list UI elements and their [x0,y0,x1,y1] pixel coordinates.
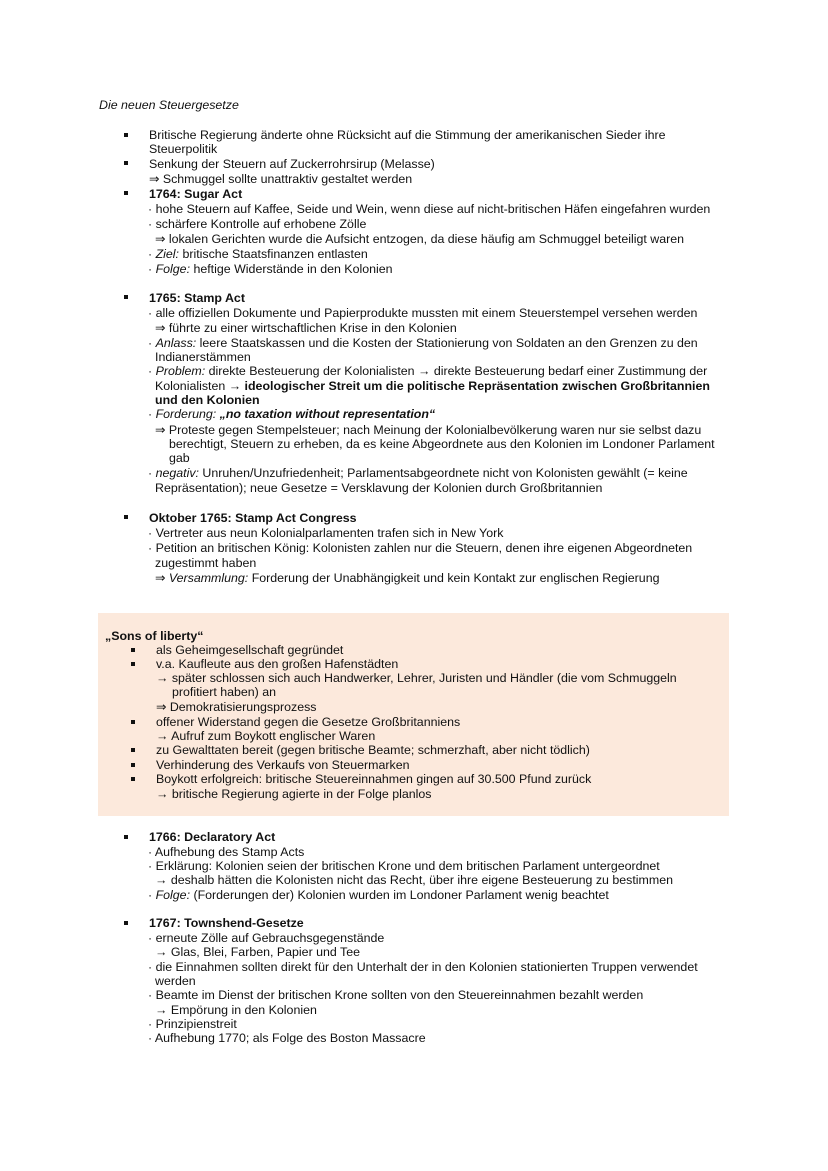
sons-line: Verhinderung des Verkaufs von Steuermarken [156,758,410,772]
bullet [124,133,128,137]
sons-line: → britische Regierung agierte in der Folge planlos [156,787,432,801]
townshend-line: · Prinzipienstreit [148,1017,237,1031]
stamp-line: berechtigt, Steuern zu erheben, da es keine Abgeordnete aus den Kolonien im Londoner Parlament [169,437,715,451]
townshend-line: · Aufhebung 1770; als Folge des Boston Massacre [148,1031,426,1045]
label: Folge: [155,888,191,902]
sons-line: → später schlossen sich auch Handwerker, Lehrer, Juristen und Händler (die vom Schmuggeln [156,671,677,685]
stamp-line [155,379,710,394]
declaratory-line: → deshalb hätten die Kolonisten nicht das Recht, über ihre eigene Besteuerung zu bestimmen [155,873,673,887]
declaratory-line: · Aufhebung des Stamp Acts [148,845,305,859]
congress-line: · Petition an britischen König: Kolonisten zahlen nur die Steuern, denen ihre eigenen Abgeordneten [148,541,693,555]
bullet [124,295,128,299]
label: Anlass: [155,336,197,350]
stamp-line: · alle offiziellen Dokumente und Papierprodukte mussten mit einem Steuerstempel versehen werden [148,306,698,320]
text: Unruhen/Unzufriedenheit; Parlamentsabgeordnete nicht von Kolonisten gewählt (= keine [198,466,688,480]
sugar-line: · schärfere Kontrolle auf erhobene Zölle [148,217,367,231]
label: Ziel: [155,247,179,261]
intro-line: Britische Regierung änderte ohne Rücksicht auf die Stimmung der amerikanischen Sieder ihre [149,128,666,142]
congress-line [155,571,659,586]
arrow: ⇒ [155,571,169,585]
sugar-line: · Folge: heftige Widerstände in den Kolonien [148,262,393,276]
bullet [131,748,135,752]
bold-text: ideologischer Streit um die politische Repräsentation zwischen Großbritannien [244,379,710,393]
sugar-act-heading: 1764: Sugar Act [149,187,243,201]
sugar-line: ⇒ lokalen Gerichten wurde die Aufsicht entzogen, da diese häufig am Schmuggel beteiligt waren [155,232,685,246]
stamp-line: Indianerstämmen [155,350,251,364]
declaratory-heading: 1766: Declaratory Act [149,830,276,844]
townshend-line: → Empörung in den Kolonien [155,1003,317,1017]
text: Forderung der Unabhängigkeit und kein Kontakt zur englischen Regierung [248,571,660,585]
stamp-line: · negativ: Unruhen/Unzufriedenheit; Parlamentsabgeordnete nicht von Kolonisten gewählt (= keine [148,466,688,480]
townshend-line: · Beamte im Dienst der britischen Krone sollten von den Steuereinnahmen bezahlt werden [148,988,644,1002]
sons-line: offener Widerstand gegen die Gesetze Großbritanniens [156,715,461,729]
congress-line: · Vertreter aus neun Kolonialparlamenten trafen sich in New York [148,526,504,540]
stamp-line: und den Kolonien [155,393,260,407]
sons-line: zu Gewalttaten bereit (gegen britische Beamte; schmerzhaft, aber nicht tödlich) [156,743,590,757]
stamp-line: gab [169,451,190,465]
bullet [131,648,135,652]
stamp-line: · Problem: direkte Besteuerung der Kolonialisten → direkte Besteuerung bedarf einer Zustimmung der [148,364,708,378]
bullet [131,662,135,666]
bullet [124,161,128,165]
declaratory-line: · Folge: (Forderungen der) Kolonien wurden im Londoner Parlament wenig beachtet [148,888,609,902]
text: britische Staatsfinanzen entlasten [179,247,368,261]
sons-line: ⇒ Demokratisierungsprozess [156,700,317,714]
text: heftige Widerstände in den Kolonien [190,262,393,276]
intro-line: Senkung der Steuern auf Zuckerrohrsirup (Melasse) [149,157,435,171]
townshend-heading: 1767: Townshend-Gesetze [149,916,304,930]
bullet [124,515,128,519]
bullet [131,763,135,767]
text: leere Staatskassen und die Kosten der Stationierung von Soldaten an den Grenzen zu den [196,336,698,350]
bullet [124,191,128,195]
townshend-line: · die Einnahmen sollten direkt für den Unterhalt der in den Kolonien stationierten Truppen verwendet [148,960,698,974]
stamp-act-heading: 1765: Stamp Act [149,291,245,305]
intro-line: Steuerpolitik [149,142,218,156]
townshend-line: · erneute Zölle auf Gebrauchsgegenstände [148,931,385,945]
sons-line: Boykott erfolgreich: britische Steuereinnahmen gingen auf 30.500 Pfund zurück [156,772,592,786]
label: Folge: [155,262,191,276]
sons-line: → Aufruf zum Boykott englischer Waren [156,729,376,743]
label: Versammlung: [168,571,249,585]
stamp-line: Repräsentation); neue Gesetze = Versklavung der Kolonien durch Großbritannien [155,481,603,495]
congress-heading: Oktober 1765: Stamp Act Congress [149,511,357,525]
stamp-line: · Forderung: „no taxation without representation“ [148,407,436,421]
stamp-line: ⇒ Proteste gegen Stempelsteuer; nach Meinung der Kolonialbevölkerung waren nur sie selbst dazu [155,423,702,437]
sugar-line: · hohe Steuern auf Kaffee, Seide und Wein, wenn diese auf nicht-britischen Häfen eingefahren wurden [148,202,711,216]
sugar-line: · Ziel: britische Staatsfinanzen entlasten [148,247,368,261]
text: (Forderungen der) Kolonien wurden im Londoner Parlament wenig beachtet [190,888,609,902]
text: Kolonialisten → [155,379,245,393]
sons-line: profitiert haben) an [172,685,277,699]
bullet [131,777,135,781]
label: Forderung: [155,407,217,421]
stamp-line: ⇒ führte zu einer wirtschaftlichen Krise in den Kolonien [155,321,457,335]
slogan: „no taxation without representation“ [219,407,436,421]
intro-line: ⇒ Schmuggel sollte unattraktiv gestaltet werden [149,172,413,186]
townshend-line: werden [155,974,196,988]
text: direkte Besteuerung der Kolonialisten → direkte Besteuerung bedarf einer Zustimmung der [205,364,708,378]
sons-heading: „Sons of liberty“ [105,629,204,643]
bullet [124,835,128,839]
stamp-line: · Anlass: leere Staatskassen und die Kosten der Stationierung von Soldaten an den Grenzen zu den [148,336,698,350]
townshend-line: → Glas, Blei, Farben, Papier und Tee [155,945,361,959]
bullet [124,921,128,925]
label: Problem: [155,364,206,378]
bullet [131,720,135,724]
declaratory-line: · Erklärung: Kolonien seien der britischen Krone und dem britischen Parlament untergeordnet [148,859,660,873]
congress-line: zugestimmt haben [155,556,257,570]
sons-line: v.a. Kaufleute aus den großen Hafenstädten [156,657,399,671]
label: negativ: [155,466,199,480]
sons-line: als Geheimgesellschaft gegründet [156,643,344,657]
page-title: Die neuen Steuergesetze [99,98,239,112]
